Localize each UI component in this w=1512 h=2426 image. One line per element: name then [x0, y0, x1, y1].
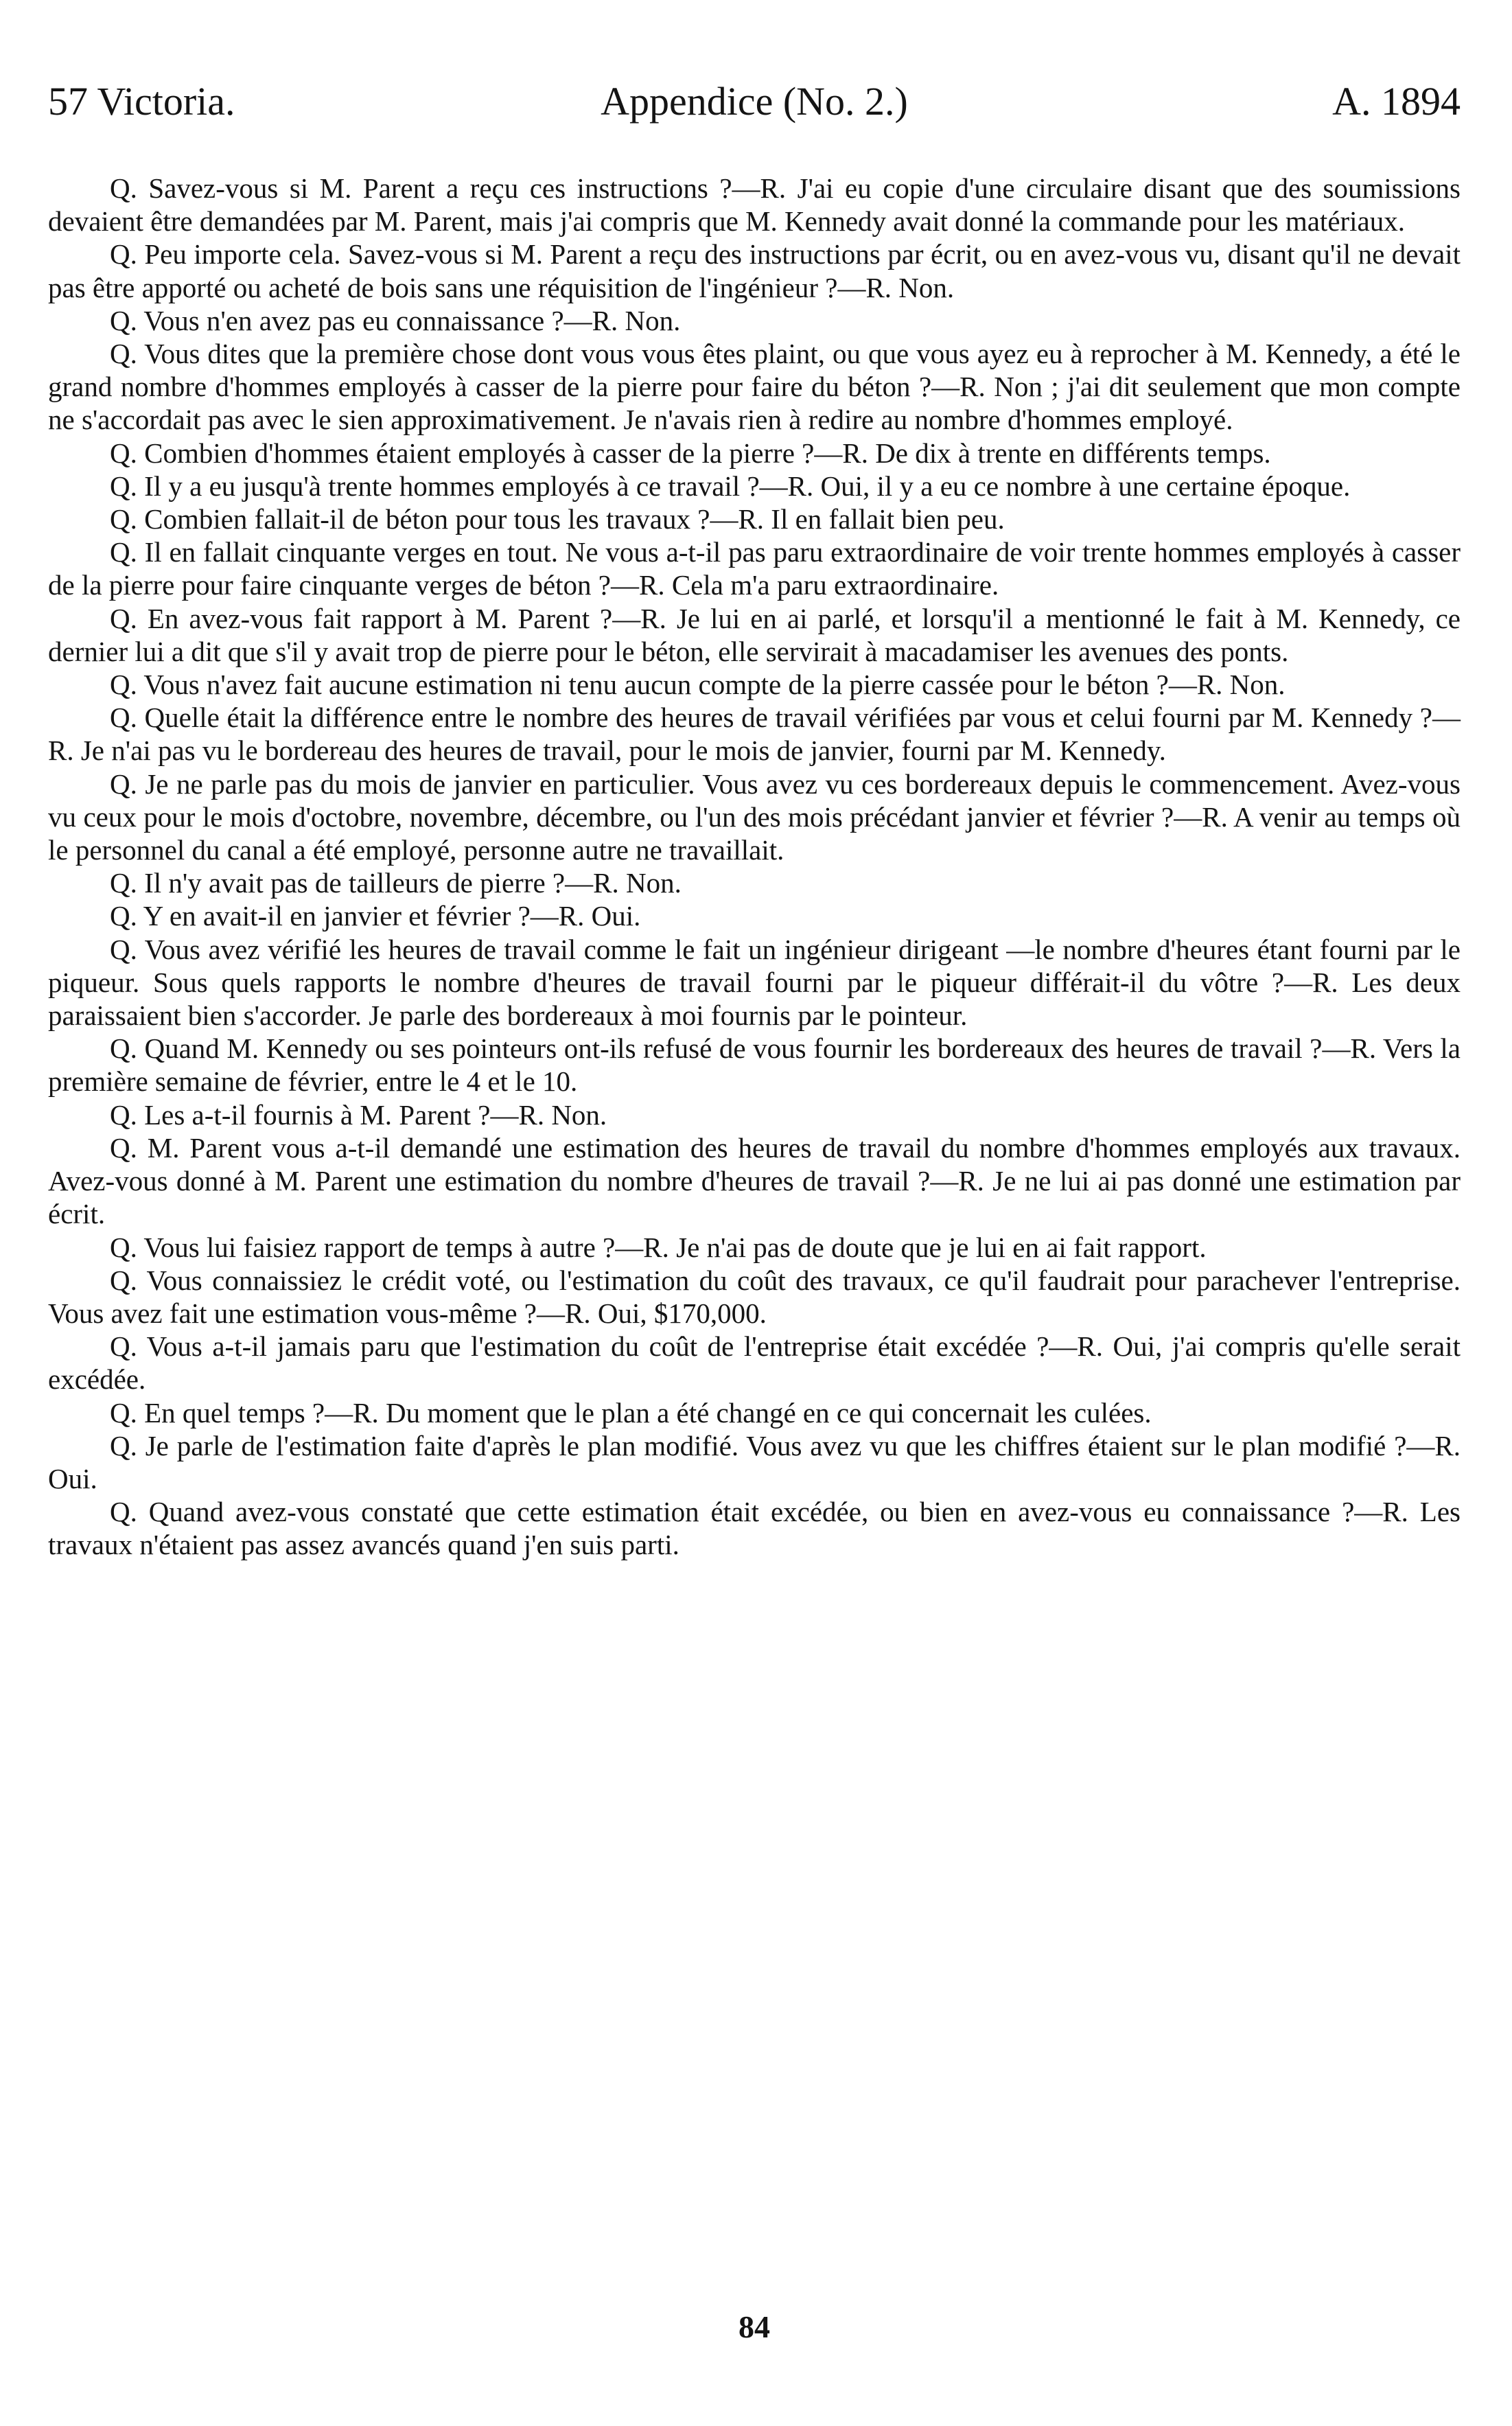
session-label: 57 Victoria. [48, 79, 235, 124]
paragraph: Q. Vous n'avez fait aucune estimation ni tenu aucun compte de la pierre cassée pour le béton ?—R. Non. [110, 669, 1286, 701]
paragraph: Q. Je parle de l'estimation faite d'après le plan modifié. Vous avez vu que les chiffres étaient sur le plan modifié ?—R. Oui. [48, 1429, 1461, 1494]
paragraph: Q. Il n'y avait pas de tailleurs de pierre ?—R. Non. [110, 867, 682, 899]
paragraph: Q. Quelle était la différence entre le nombre des heures de travail vérifiées par vous et celui fourni par M. Kennedy ?—R. Je n'ai pas vu le bordereau des heures de travail, pour le mois de janvier, fourni par M. Kennedy. [48, 702, 1461, 767]
paragraph: Q. Combien fallait-il de béton pour tous les travaux ?—R. Il en fallait bien peu. [110, 503, 1005, 535]
paragraph: Q. Vous connaissiez le crédit voté, ou l'estimation du coût des travaux, ce qu'il faudrait pour parachever l'entreprise. Vous avez fait une estimation vous-même ?—R. Oui, $170,000. [48, 1264, 1461, 1329]
running-header [48, 74, 1461, 129]
paragraph: Q. Il en fallait cinquante verges en tout. Ne vous a-t-il pas paru extraordinaire de voir trente hommes employés à casser de la pierre pour faire cinquante verges de béton ?—R. Cela m'a paru extraordinaire. [48, 536, 1461, 601]
page-number: 84 [738, 2309, 770, 2344]
year-label: A. 1894 [1332, 79, 1461, 124]
paragraph: Q. Je ne parle pas du mois de janvier en particulier. Vous avez vu ces bordereaux depuis le commencement. Avez-vous vu ceux pour le mois d'octobre, novembre, décembre, ou l'un des mois précédant janvier et février ?—R. A venir au temps où le personnel du canal a été employé, personne autre ne travaillait. [48, 767, 1461, 866]
paragraph: Q. Savez-vous si M. Parent a reçu ces instructions ?—R. J'ai eu copie d'une circulaire disant que des soumissions devaient être demandées par M. Parent, mais j'ai compris que M. Kennedy avait donné la commande pour les matériaux. [48, 172, 1461, 238]
document-page [48, 0, 1461, 2426]
paragraph: Q. Il y a eu jusqu'à trente hommes employés à ce travail ?—R. Oui, il y a eu ce nombre à une certaine époque. [110, 470, 1351, 502]
paragraph: Q. Vous a-t-il jamais paru que l'estimation du coût de l'entreprise était excédée ?—R. Oui, j'ai compris qu'elle serait excédée. [48, 1330, 1461, 1396]
paragraph: Q. Quand avez-vous constaté que cette estimation était excédée, ou bien en avez-vous eu connaissance ?—R. Les travaux n'étaient pas assez avancés quand j'en suis parti. [48, 1496, 1461, 1561]
paragraph: Q. Vous lui faisiez rapport de temps à autre ?—R. Je n'ai pas de doute que je lui en ai fait rapport. [110, 1231, 1207, 1263]
appendix-title: Appendice (No. 2.) [601, 79, 908, 124]
testimony-body [48, 172, 1461, 1562]
paragraph: Q. M. Parent vous a-t-il demandé une estimation des heures de travail du nombre d'hommes employés aux travaux. Avez-vous donné à M. Parent une estimation du nombre d'heures de travail ?—R. Je ne lui ai pas donné une estimation par écrit. [48, 1131, 1461, 1230]
paragraph: Q. En quel temps ?—R. Du moment que le plan a été changé en ce qui concernait les culées. [110, 1396, 1152, 1429]
paragraph: Q. Les a-t-il fournis à M. Parent ?—R. Non. [110, 1098, 607, 1131]
paragraph: Q. Vous avez vérifié les heures de travail comme le fait un ingénieur dirigeant —le nombre d'heures étant fourni par le piqueur. Sous quels rapports le nombre d'heures de travail fourni par le piqueur différait-il du vôtre ?—R. Les deux paraissaient bien s'accorder. Je parle des bordereaux à moi fournis par le pointeur. [48, 933, 1461, 1032]
paragraph: Q. En avez-vous fait rapport à M. Parent ?—R. Je lui en ai parlé, et lorsqu'il a mentionné le fait à M. Kennedy, ce dernier lui a dit que s'il y avait trop de pierre pour le béton, elle servirait à macadamiser les avenues des ponts. [48, 602, 1461, 667]
paragraph: Q. Vous dites que la première chose dont vous vous êtes plaint, ou que vous ayez eu à reprocher à M. Kennedy, a été le grand nombre d'hommes employés à casser de la pierre pour faire du béton ?—R. Non ; j'ai dit seulement que mon compte ne s'accordait pas avec le sien approximativement. Je n'avais rien à redire au nombre d'hommes employé. [48, 338, 1461, 436]
paragraph: Q. Combien d'hommes étaient employés à casser de la pierre ?—R. De dix à trente en différents temps. [110, 437, 1271, 469]
paragraph: Q. Quand M. Kennedy ou ses pointeurs ont-ils refusé de vous fournir les bordereaux des heures de travail ?—R. Vers la première semaine de février, entre le 4 et le 10. [48, 1032, 1461, 1098]
paragraph: Q. Vous n'en avez pas eu connaissance ?—R. Non. [110, 304, 681, 336]
paragraph: Q. Y en avait-il en janvier et février ?—R. Oui. [110, 900, 641, 932]
paragraph: Q. Peu importe cela. Savez-vous si M. Parent a reçu des instructions par écrit, ou en avez-vous vu, disant qu'il ne devait pas être apporté ou acheté de bois sans une réquisition de l'ingénieur ?—R. Non. [48, 238, 1461, 303]
